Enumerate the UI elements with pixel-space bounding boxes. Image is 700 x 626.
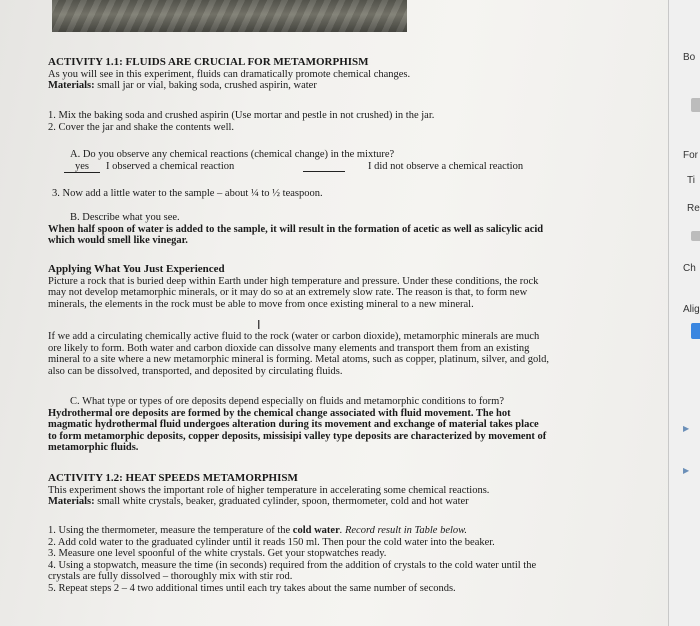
question-c-answer-line4: metamorphic fluids. — [48, 442, 139, 453]
activity1-title: ACTIVITY 1.1: FLUIDS ARE CRUCIAL FOR METAMORPHISM — [48, 56, 369, 68]
sidebar-item-ch[interactable]: Ch — [683, 263, 696, 274]
disclosure-arrow-icon[interactable]: ▶ — [683, 466, 690, 475]
option-observed: I observed a chemical reaction — [106, 160, 235, 172]
applying-p1-line2: may not develop metamorphic minerals, or it may do so at an extremely slow rate. The reason is that, to form new — [48, 287, 528, 298]
step-2: 2. Cover the jar and shake the contents well. — [48, 121, 235, 133]
sidebar-item-bo[interactable]: Bo — [683, 52, 696, 63]
activity2-step-1 — [48, 525, 628, 537]
activity2-title: ACTIVITY 1.2: HEAT SPEEDS METAMORPHISM — [48, 472, 298, 484]
question-b-answer-line2: which would smell like vinegar. — [48, 235, 188, 246]
materials-text: small jar or vial, baking soda, crushed aspirin, water — [94, 80, 317, 91]
step1-cold-water: cold water — [292, 525, 340, 536]
activity2-step-3: 3. Measure one level spoonful of the white crystals. Get your stopwatches ready. — [48, 548, 387, 559]
activity2-step-4b: crystals are fully dissolved – thoroughly mix with stir rod. — [48, 571, 293, 582]
question-a — [48, 149, 650, 173]
materials-text: small white crystals, beaker, graduated cylinder, spoon, thermometer, cold and hot water — [94, 496, 469, 507]
question-b-text: B. Describe what you see. — [70, 212, 180, 223]
step-3: 3. Now add a little water to the sample – about ¼ to ½ teaspoon. — [52, 188, 323, 199]
blank-line — [303, 161, 345, 172]
applying-p2-line3: mineral to a site where a new metamorphic mineral is forming. Metal atoms, such as copper, platinum, silver, and gold, — [48, 354, 549, 365]
question-b — [48, 212, 628, 247]
activity2-intro: This experiment shows the important role of higher temperature in accelerating some chemical reactions. — [48, 484, 490, 496]
question-c — [48, 396, 628, 454]
question-c-answer-line2: magmatic hydrothermal fluid undergoes alteration during its movement and exchange of material takes place — [48, 419, 539, 430]
question-c-answer-line1: Hydrothermal ore deposits are formed by the chemical change associated with fluid movement. The hot — [48, 407, 511, 419]
activity2-step-2: 2. Add cold water to the graduated cylinder until it reads 150 ml. Then pour the cold water into the beaker. — [48, 536, 495, 548]
activity1-steps — [48, 110, 628, 133]
activity2-section — [48, 473, 628, 508]
activity2-steps — [48, 525, 628, 594]
sidebar-tab[interactable] — [691, 98, 700, 112]
applying-title: Applying What You Just Experienced — [48, 263, 225, 275]
activity2-step-5: 5. Repeat steps 2 – 4 two additional times until each try takes about the same number of seconds. — [48, 582, 456, 594]
question-b-answer-line1: When half spoon of water is added to the sample, it will result in the formation of acetic as well as salicylic acid — [48, 223, 544, 235]
option-not-observed: I did not observe a chemical reaction — [368, 160, 524, 172]
activity2-step-4a: 4. Using a stopwatch, measure the time (in seconds) required from the addition of crystals to the cold water until the — [48, 559, 537, 571]
applying-p1-line3: minerals, the elements in the rock must be able to move from once existing mineral to a new mineral. — [48, 298, 474, 310]
header-photo — [52, 0, 407, 32]
sidebar-item-align[interactable]: Alig — [683, 304, 700, 315]
text-cursor-icon: I — [257, 318, 261, 332]
activity1-materials — [48, 80, 628, 92]
step1-part-a: 1. Using the thermometer, measure the temperature of the — [48, 525, 293, 536]
activity1-section — [48, 57, 628, 92]
sidebar-selected-tab[interactable] — [691, 323, 700, 339]
question-a-text: A. Do you observe any chemical reactions (chemical change) in the mixture? — [70, 149, 395, 160]
answer-yes: yes — [64, 161, 100, 174]
applying-p2-line4: also can be dissolved, transported, and deposited by circulating fluids. — [48, 365, 343, 377]
activity1-intro: As you will see in this experiment, fluids can dramatically promote chemical changes. — [48, 68, 411, 80]
question-a-options — [70, 161, 650, 173]
applying-p2-line2: ore likely to form. Both water and carbon dioxide can dissolve many elements and transport them from an existing — [48, 342, 530, 354]
applying-p1-line1: Picture a rock that is buried deep within Earth under high temperature and pressure. Under these conditions, the rock — [48, 275, 539, 287]
question-c-answer-line3: to form metamorphic deposits, copper deposits, missisipi valley type deposits are characterized by movement of — [48, 430, 547, 442]
activity2-materials — [48, 496, 628, 508]
applying-p2-line1: If we add a circulating chemically active fluid to the rock (water or carbon dioxide), metamorphic minerals are much — [48, 331, 540, 342]
question-c-text: C. What type or types of ore deposits depend especially on fluids and metamorphic conditions to form? — [70, 396, 504, 407]
sidebar-item-ti[interactable]: Ti — [687, 175, 695, 186]
materials-label: Materials: — [48, 80, 95, 91]
step-1: 1. Mix the baking soda and crushed aspirin (Use mortar and pestle in not crushed) in the jar. — [48, 110, 435, 121]
applying-paragraph-2 — [48, 331, 628, 377]
disclosure-arrow-icon[interactable]: ▶ — [683, 424, 690, 433]
step1-part-c: . Record result in Table below. — [339, 525, 467, 536]
materials-label: Materials: — [48, 496, 95, 507]
sidebar-item-format[interactable]: For — [683, 150, 698, 161]
sidebar-item-re[interactable]: Re — [687, 203, 700, 214]
sidebar-panel — [668, 0, 700, 626]
sidebar-tab[interactable] — [691, 231, 700, 241]
applying-section — [48, 264, 628, 310]
